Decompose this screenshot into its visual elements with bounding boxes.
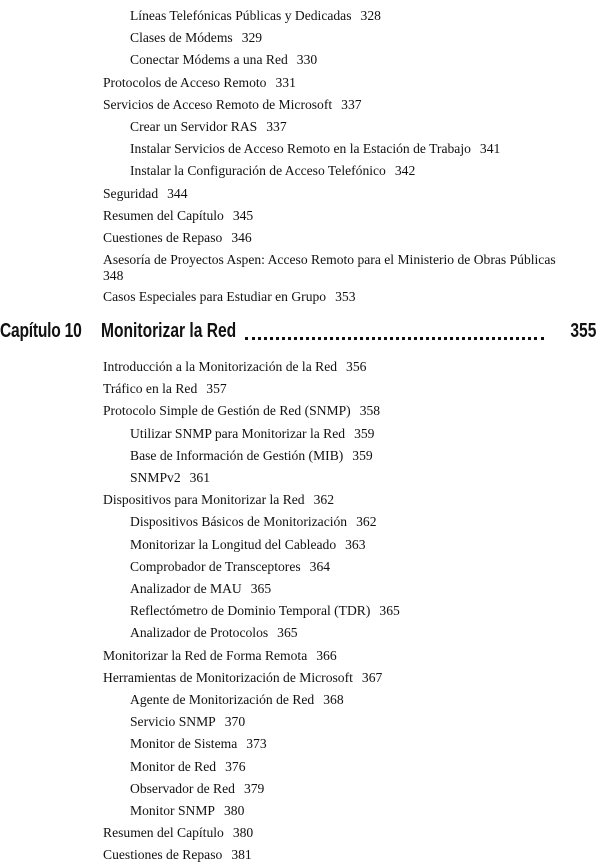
toc-section-entry xyxy=(0,205,600,227)
toc-section-entry xyxy=(0,249,593,286)
entry-page-number: 358 xyxy=(359,403,381,419)
entry-title: Dispositivos Básicos de Monitorización xyxy=(130,514,348,530)
entry-page-number: 345 xyxy=(232,207,254,223)
toc-subsection-entry xyxy=(0,600,600,622)
entry-page-number: 344 xyxy=(167,185,188,201)
toc-section-entry xyxy=(0,286,600,308)
entry-page-number: 361 xyxy=(189,470,211,486)
entry-title: Base de Información de Gestión (MIB) xyxy=(130,447,344,463)
entry-page-number: 362 xyxy=(313,492,334,508)
entry-title: Monitorizar la Longitud del Cableado xyxy=(130,536,337,552)
toc-section-entry xyxy=(0,183,600,205)
toc-subsection-entry xyxy=(0,689,600,711)
dot-leader xyxy=(245,333,544,340)
toc-subsection-entry xyxy=(0,27,600,49)
entry-page-number: 357 xyxy=(206,381,227,397)
entry-title: SNMPv2 xyxy=(130,470,181,486)
toc-subsection-entry xyxy=(0,160,600,182)
toc-section-entry xyxy=(0,844,600,866)
entry-page-number: 331 xyxy=(275,74,296,90)
entry-page-number: 364 xyxy=(309,558,331,574)
toc-subsection-entry xyxy=(0,756,600,778)
entry-page-number: 367 xyxy=(361,669,383,685)
entry-title: Crear un Servidor RAS xyxy=(130,119,258,135)
toc-subsection-entry xyxy=(0,49,600,71)
toc-section-entry xyxy=(0,72,600,94)
entry-page-number: 373 xyxy=(246,736,267,752)
entry-title: Comprobador de Transceptores xyxy=(130,558,301,574)
entry-page-number: 363 xyxy=(345,536,366,552)
entry-page-number: 359 xyxy=(354,425,375,441)
toc-subsection-entry xyxy=(0,711,600,733)
entry-title: Monitorizar la Red de Forma Remota xyxy=(103,647,308,663)
entry-page-number: 337 xyxy=(341,96,362,112)
entry-title: Asesoría de Proyectos Aspen: Acceso Remoto para el Ministerio de Obras Públicas xyxy=(103,252,556,268)
entry-title: Cuestiones de Repaso xyxy=(103,230,223,246)
entry-page-number: 365 xyxy=(379,603,400,619)
entry-title: Analizador de MAU xyxy=(130,581,242,597)
entry-title: Tráfico en la Red xyxy=(103,381,198,397)
entry-page-number: 342 xyxy=(394,163,416,179)
entry-page-number: 346 xyxy=(231,230,252,246)
toc-subsection-entry xyxy=(0,622,600,644)
toc-subsection-entry xyxy=(0,511,600,533)
previous-chapter-toc xyxy=(0,5,600,308)
chapter-title: Monitorizar la Red xyxy=(101,320,237,342)
entry-title: Clases de Módems xyxy=(130,30,233,46)
toc-subsection-entry xyxy=(0,138,600,160)
entry-page-number: 362 xyxy=(356,514,377,530)
chapter-10-toc xyxy=(0,356,600,867)
toc-section-entry xyxy=(0,645,600,667)
entry-page-number: 368 xyxy=(323,692,344,708)
chapter-label: Capítulo 10 xyxy=(0,320,82,342)
entry-title: Utilizar SNMP para Monitorizar la Red xyxy=(130,425,346,441)
toc-section-entry xyxy=(0,356,600,378)
entry-title: Resumen del Capítulo xyxy=(103,825,224,841)
entry-title: Monitor SNMP xyxy=(130,803,215,819)
entry-title: Instalar la Configuración de Acceso Telefónico xyxy=(130,163,386,179)
toc-subsection-entry xyxy=(0,800,600,822)
toc-subsection-entry xyxy=(0,778,600,800)
entry-title: Monitor de Red xyxy=(130,758,217,774)
toc-section-entry xyxy=(0,94,600,116)
entry-title: Analizador de Protocolos xyxy=(130,625,269,641)
toc-subsection-entry xyxy=(0,116,600,138)
entry-title: Agente de Monitorización de Red xyxy=(130,692,315,708)
entry-page-number: 359 xyxy=(352,447,373,463)
entry-title: Servicios de Acceso Remoto de Microsoft xyxy=(103,96,333,112)
entry-title: Instalar Servicios de Acceso Remoto en la Estación de Trabajo xyxy=(130,141,471,157)
entry-page-number: 328 xyxy=(360,8,381,23)
toc-subsection-entry xyxy=(0,467,600,489)
entry-page-number: 365 xyxy=(250,581,272,597)
entry-title: Introducción a la Monitorización de la Red xyxy=(103,359,338,374)
toc-subsection-entry xyxy=(0,423,600,445)
toc-section-entry xyxy=(0,227,600,249)
entry-page-number: 365 xyxy=(277,625,298,641)
toc-section-entry xyxy=(0,378,600,400)
entry-page-number: 356 xyxy=(346,359,367,374)
entry-title: Conectar Módems a una Red xyxy=(130,52,288,68)
entry-title: Servicio SNMP xyxy=(130,714,216,730)
entry-title: Resumen del Capítulo xyxy=(103,207,224,223)
toc-subsection-entry xyxy=(0,578,600,600)
entry-title: Monitor de Sistema xyxy=(130,736,238,752)
entry-page-number: 330 xyxy=(296,52,318,68)
entry-title: Herramientas de Monitorización de Microsoft xyxy=(103,669,353,685)
entry-title: Casos Especiales para Estudiar en Grupo xyxy=(103,289,327,305)
toc-subsection-entry xyxy=(0,733,600,755)
entry-title: Observador de Red xyxy=(130,780,235,796)
toc-section-entry xyxy=(0,822,600,844)
entry-page-number: 379 xyxy=(243,780,265,796)
entry-page-number: 380 xyxy=(223,803,245,819)
entry-page-number: 348 xyxy=(103,267,124,283)
entry-title: Cuestiones de Repaso xyxy=(103,847,223,863)
entry-title: Líneas Telefónicas Públicas y Dedicadas xyxy=(130,8,352,23)
entry-page-number: 376 xyxy=(225,758,246,774)
toc-section-entry xyxy=(0,489,600,511)
entry-page-number: 370 xyxy=(224,714,246,730)
toc-subsection-entry xyxy=(0,556,600,578)
entry-title: Protocolos de Acceso Remoto xyxy=(103,74,267,90)
entry-page-number: 380 xyxy=(232,825,254,841)
toc-subsection-entry xyxy=(0,534,600,556)
entry-title: Protocolo Simple de Gestión de Red (SNMP) xyxy=(103,403,351,419)
entry-page-number: 329 xyxy=(241,30,263,46)
entry-page-number: 341 xyxy=(479,141,501,157)
entry-title: Dispositivos para Monitorizar la Red xyxy=(103,492,305,508)
entry-page-number: 337 xyxy=(266,119,287,135)
toc-subsection-entry xyxy=(0,445,600,467)
entry-title: Seguridad xyxy=(103,185,159,201)
chapter-heading xyxy=(0,320,596,348)
chapter-page-number: 355 xyxy=(569,320,596,342)
toc-section-entry xyxy=(0,667,600,689)
entry-title: Reflectómetro de Dominio Temporal (TDR) xyxy=(130,603,371,619)
toc-section-entry xyxy=(0,400,600,422)
toc-subsection-entry xyxy=(0,5,600,27)
entry-page-number: 353 xyxy=(335,289,356,305)
entry-page-number: 381 xyxy=(231,847,252,863)
entry-page-number: 366 xyxy=(316,647,337,663)
